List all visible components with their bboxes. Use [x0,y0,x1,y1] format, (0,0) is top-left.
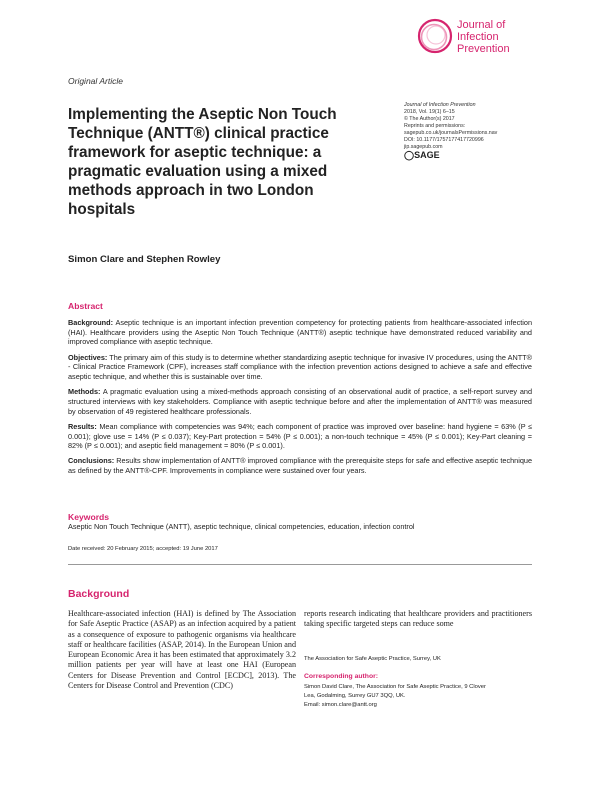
journal-name-line1: Journal of [457,19,506,31]
abstract-conclusions-text: Results show implementation of ANTT® improved compliance with the prerequisite steps for safe and effective aseptic technique as defined by the ANTT®-CPF. Improvements in compliance were sustained over four years. [68,456,532,476]
meta-site-link[interactable]: jip.sagepub.com [404,144,443,150]
dates: Date received: 20 February 2015; accepted: 19 June 2017 [68,546,218,552]
authors: Simon Clare and Stephen Rowley [68,254,221,265]
journal-logo [415,16,585,76]
publisher-name: SAGE [414,150,440,160]
corresponding-author-details [304,683,534,709]
abstract-background [68,318,532,347]
meta-reprints: Reprints and permissions: [404,123,466,129]
body-column-2: reports research indicating that healthcare providers and practitioners taking specific targeted steps can reduce some [304,609,532,629]
corresponding-author-heading: Corresponding author: [304,673,379,680]
abstract-conclusions-label: Conclusions: [68,456,115,466]
abstract-objectives-text: The primary aim of this study is to determine whether standardizing aseptic technique for invasive IV procedures, using the ANTT® - Clinical Practice Framework (CPF), increases staff compliance with the infection prevention actions designed to achieve a safe and effective aseptic technique, and whether this is sustainable over time. [68,352,533,382]
abstract-results-text: Mean compliance with competencies was 94%; each component of practice was improved over baseline: hand hygiene = 63% (P ≤ 0.001); glove use = 14% (P ≤ 0.037); Key-Part protection = 54% (P ≤ 0.001); a non-touch technique = 45% (P ≤ 0.001); Key-Part cleaning = 82% (P ≤ 0.001); and aseptic field management = 80% (P ≤ 0.001). [68,421,532,451]
affiliation: The Association for Safe Aseptic Practice, Surrey, UK [304,656,441,662]
meta-citation: 2018, Vol. 19(1) 6–15 [404,109,455,115]
body-column-1: Healthcare-associated infection (HAI) is defined by The Association for Safe Aseptic Practice (ASAP) as an infection acquired by a patient as a consequence of exposure to pathogenic organisms via healthcare staff or healthcare facilities (ASAP, 2014). In the European Union and European Economic Area it has been estimated that approximately 3.2 million patients per year will have at least one HAI (European Centers for Disease Prevention and Control [ECDC], 2013). The Centers for Disease Control and Prevention (CDC) [68,609,296,691]
keywords-heading: Keywords [68,512,110,522]
abstract-heading: Abstract [68,301,103,311]
abstract-objectives [68,353,532,382]
article-type: Original Article [68,76,123,86]
corresponding-line2: Lea, Godalming, Surrey GU7 3QQ, UK. [304,692,406,699]
journal-name-line2: Infection [457,31,499,43]
journal-logo-icon [415,16,455,56]
background-heading: Background [68,588,130,600]
meta-doi[interactable]: DOI: 10.1177/1757177417720996 [404,137,484,143]
corresponding-email[interactable]: Email: simon.clare@antt.org [304,701,377,708]
corresponding-line1: Simon David Clare, The Association for Safe Aseptic Practice, 9 Clover [304,684,486,690]
abstract-results-label: Results: [68,421,97,431]
journal-name-line3: Prevention [457,43,510,55]
keywords-text: Aseptic Non Touch Technique (ANTT), aseptic technique, clinical competencies, education, infection control [68,522,415,531]
journal-name [457,19,510,55]
abstract-objectives-label: Objectives: [68,352,108,362]
abstract-body [68,318,532,481]
divider [68,564,532,565]
abstract-methods-label: Methods: [68,387,101,397]
abstract-results [68,422,532,451]
abstract-background-label: Background: [68,318,113,327]
abstract-methods [68,387,532,416]
abstract-methods-text: A pragmatic evaluation using a mixed-methods approach consisting of an observational audit of practice, a self-report survey and structured interviews with key stakeholders. Compliance with aseptic technique before and after the implementation of ANTT® was measured by observation of 49 registered healthcare professionals. [68,387,532,416]
meta-copyright: © The Author(s) 2017 [404,116,455,122]
sage-logo [404,152,589,159]
sage-icon: ◯ [404,150,415,160]
meta-journal-title: Journal of Infection Prevention [404,102,476,108]
abstract-background-text: Aseptic technique is an important infection prevention competency for protecting patients from healthcare-associated infection (HAI). Healthcare providers using the Aseptic Non Touch Technique (ANTT®) aseptic technique have demonstrated reduced variability and improved compliance with aseptic technique. [68,318,533,347]
publication-meta [404,102,589,159]
abstract-conclusions [68,456,532,475]
article-title: Implementing the Aseptic Non Touch Technique (ANTT®) clinical practice framework for aseptic technique: a pragmatic evaluation using a mixed methods approach in two London hospitals [68,106,337,218]
meta-permissions-link[interactable]: sagepub.co.uk/journalsPermissions.nav [404,130,498,136]
